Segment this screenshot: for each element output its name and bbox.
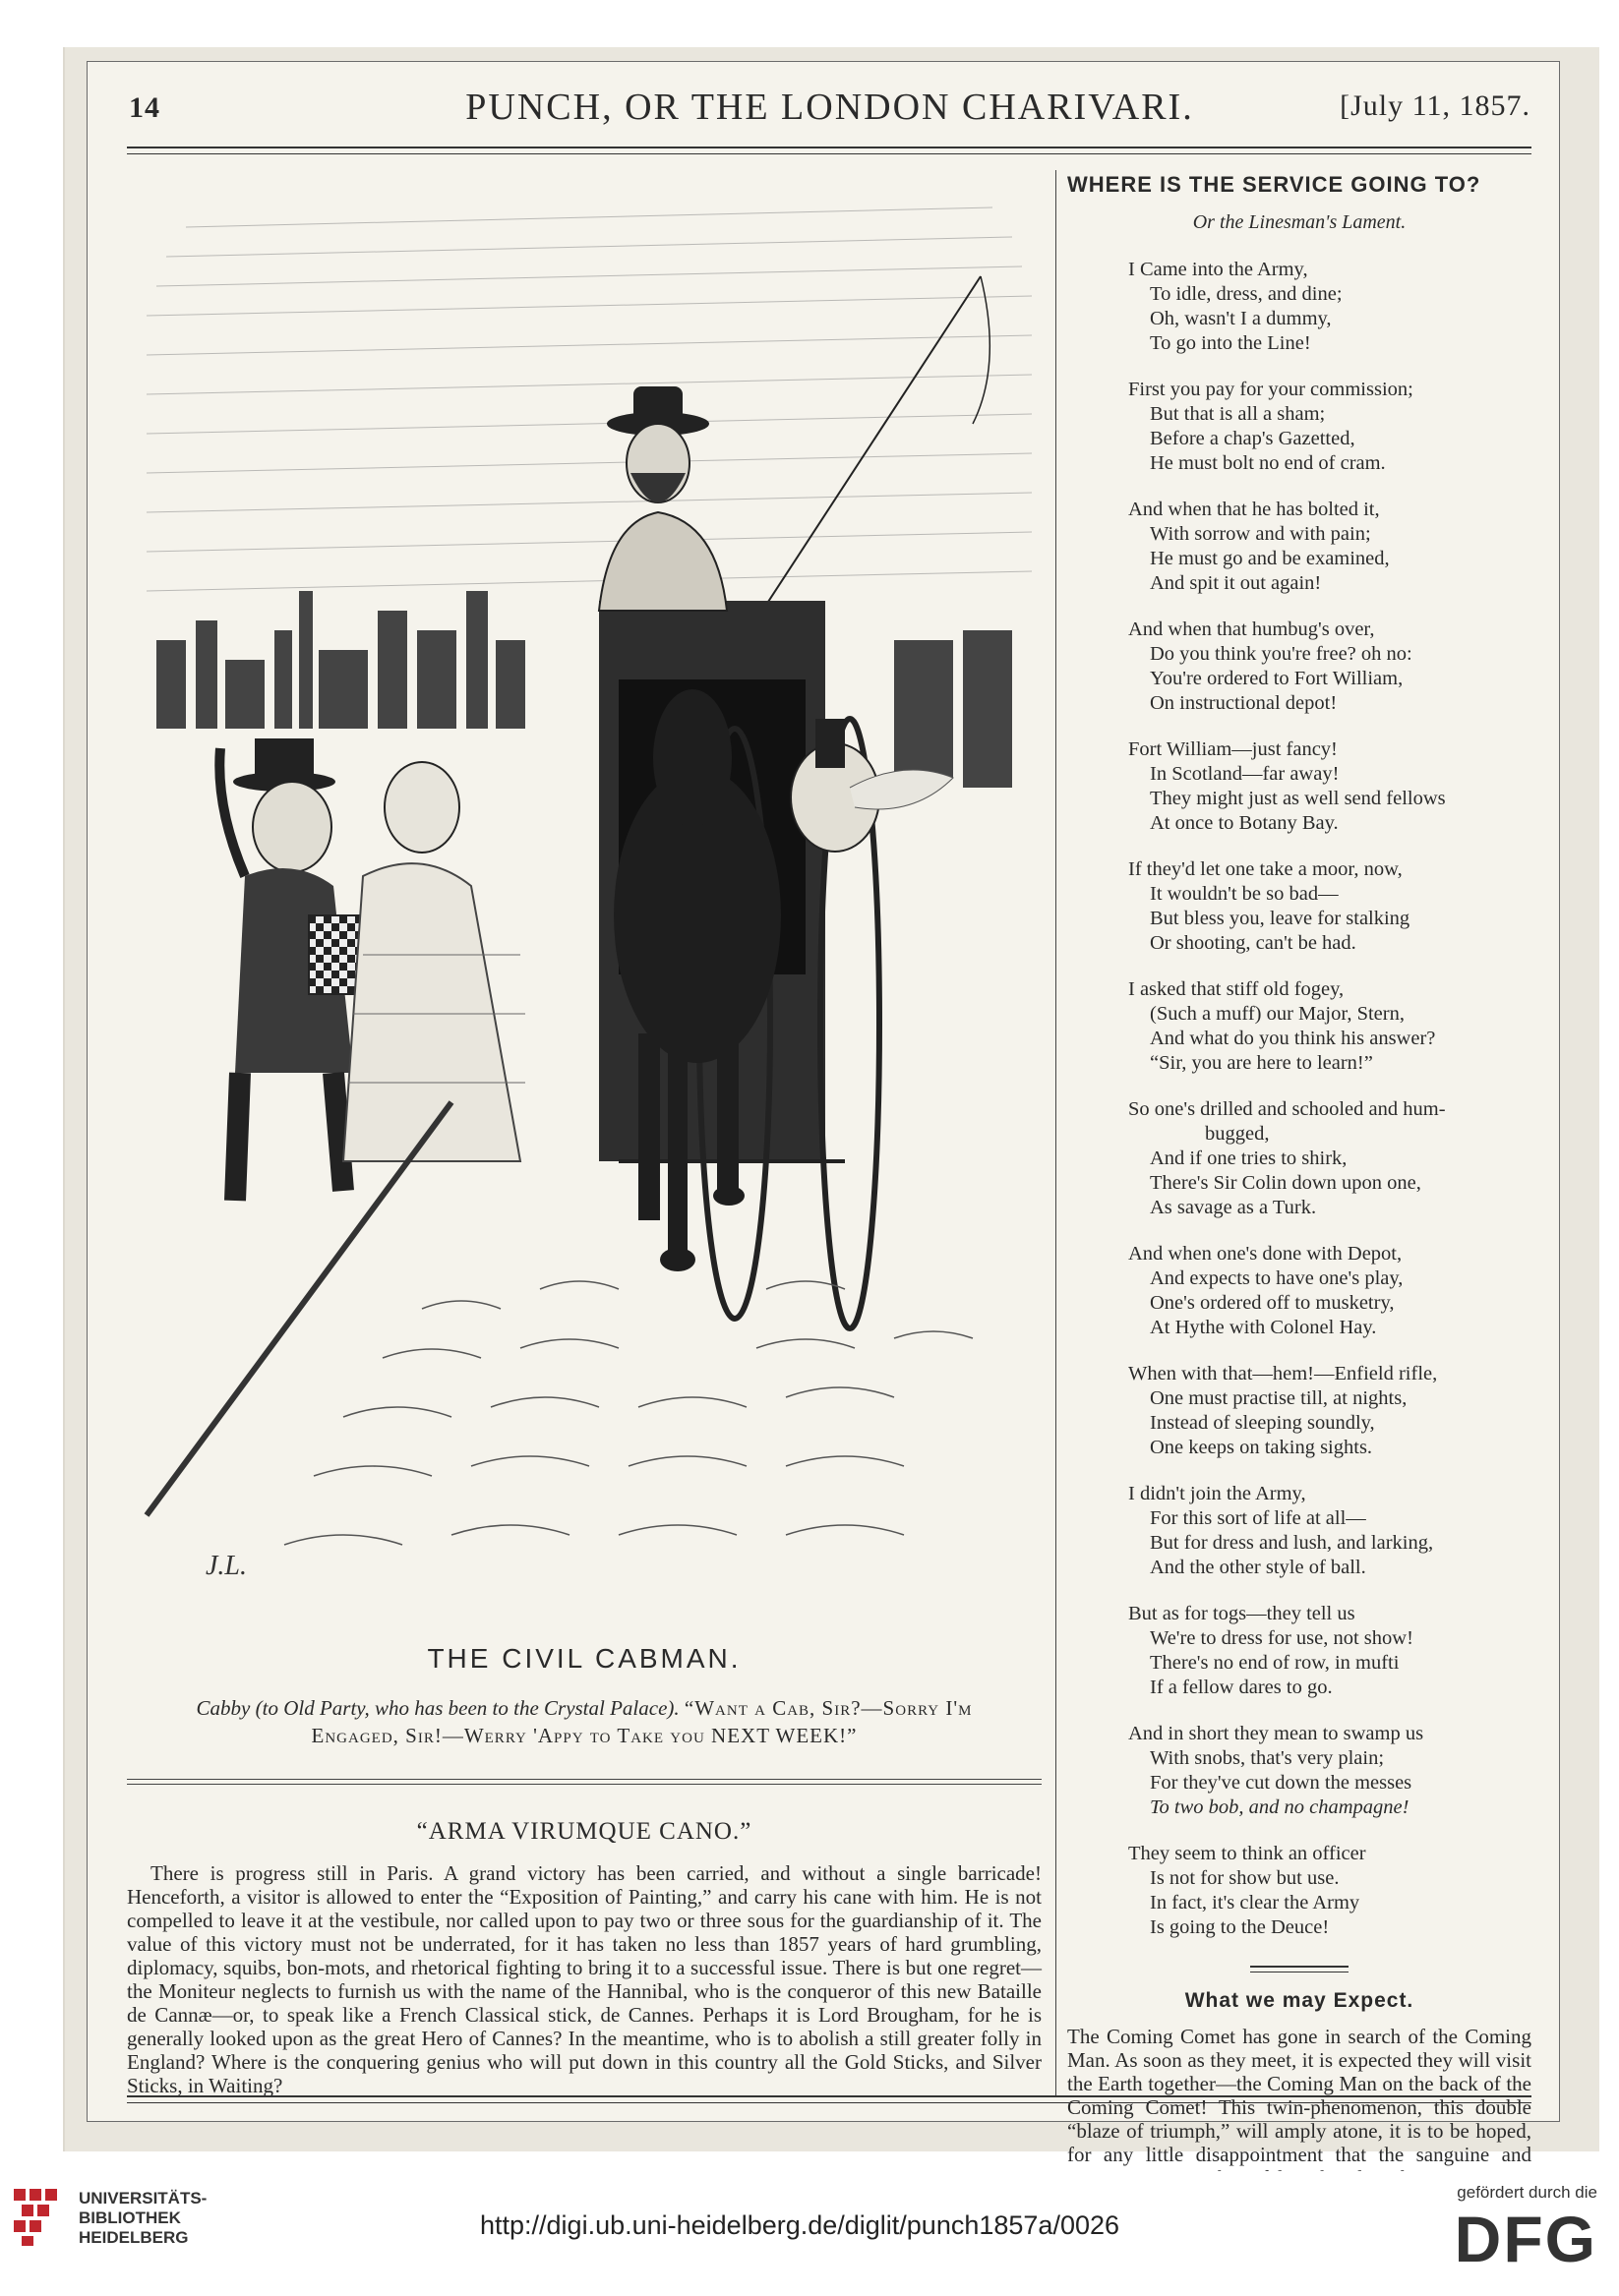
section-rule-2 (127, 1784, 1042, 1785)
header-rule (127, 147, 1531, 148)
expect-title: What we may Expect. (1184, 1989, 1414, 2012)
cartoon-title: THE CIVIL CABMAN. (427, 1643, 742, 1674)
library-line-3: HEIDELBERG (79, 2228, 189, 2247)
caption-speech: “Want a Cab, Sir?—Sorry I'm Engaged, Sir!—Werry 'Appy to Take you NEXT WEEK!” (311, 1696, 973, 1747)
section-rule (127, 1779, 1042, 1780)
poem-stanza (1128, 737, 1531, 836)
curb (147, 1102, 451, 1515)
expect-body: The Coming Comet has gone in search of the Coming Man. As soon as they meet, it is expected they will visit the Earth together—the Coming Man on the back of the Coming Comet! This twin-phenomenon, this double “blaze of triumph,” will amply atone, it is to be hoped, for any little disappointment that the sanguine and (1067, 2025, 1531, 2166)
poem-line: But that is all a sham; (1150, 403, 1326, 425)
poem-line: But bless you, leave for stalking (1150, 908, 1410, 929)
cartoon-illustration (127, 168, 1042, 1643)
poem-line: One keeps on taking sights. (1150, 1437, 1373, 1458)
poem-line: To idle, dress, and dine; (1150, 283, 1343, 305)
poem-line: In Scotland—far away! (1150, 763, 1340, 785)
short-rule (1250, 1966, 1349, 1968)
library-line-2: BIBLIOTHEK (79, 2208, 181, 2227)
poem-subtitle: Or the Linesman's Lament. (1192, 211, 1407, 233)
footer-rule (127, 2095, 1531, 2097)
poem-line: And if one tries to shirk, (1150, 1148, 1348, 1169)
poem-line: And when one's done with Depot, (1128, 1243, 1403, 1265)
poem-line: For this sort of life at all— (1150, 1507, 1366, 1529)
library-line-1: UNIVERSITÄTS- (79, 2189, 208, 2208)
article-body (127, 1861, 1042, 2097)
poem-line: For they've cut down the messes (1150, 1772, 1412, 1794)
right-column (1067, 168, 1531, 2190)
poem-line: And in short they mean to swamp us (1128, 1723, 1424, 1744)
poem-stanza (1128, 1842, 1531, 1940)
permalink-url[interactable]: http://digi.ub.uni-heidelberg.de/diglit/punch1857a/0026 (480, 2210, 1120, 2240)
poem-stanza (1128, 1722, 1531, 1820)
poem-line: So one's drilled and schooled and hum- (1128, 1098, 1446, 1120)
poem-line: To two bob, and no champagne! (1150, 1796, 1409, 1818)
dfg-logo: DFG (1454, 2203, 1597, 2275)
poem-stanza (1128, 977, 1531, 1076)
cobblestones (284, 1281, 973, 1545)
poem-line: And when that humbug's over, (1128, 618, 1375, 640)
poem-line: At once to Botany Bay. (1150, 812, 1339, 834)
poem-line: But for dress and lush, and larking, (1150, 1532, 1434, 1554)
poem-stanza (1128, 857, 1531, 956)
poem-title: WHERE IS THE SERVICE GOING TO? (1067, 172, 1481, 197)
poem-stanza (1128, 258, 1531, 356)
poem-line: He must go and be examined, (1150, 548, 1390, 569)
poem-line: If a fellow dares to go. (1150, 1677, 1333, 1698)
poem-stanza (1128, 378, 1531, 476)
poem-line: There's no end of row, in mufti (1150, 1652, 1400, 1674)
poem-stanza (1128, 1482, 1531, 1580)
poem-stanza (1128, 1242, 1531, 1340)
poem-line: When with that—hem!—Enfield rifle, (1128, 1363, 1438, 1384)
poem-line: Oh, wasn't I a dummy, (1150, 308, 1332, 329)
poem-line: “Sir, you are here to learn!” (1150, 1052, 1373, 1074)
poem-line: They seem to think an officer (1128, 1843, 1366, 1864)
poem-line: Instead of sleeping soundly, (1150, 1412, 1375, 1434)
whip (737, 276, 981, 650)
poem-stanza (1128, 618, 1531, 716)
old-party-and-lady (219, 738, 525, 1201)
publication-title: PUNCH, OR THE LONDON CHARIVARI. (465, 87, 1194, 128)
issue-date: [July 11, 1857. (1340, 89, 1530, 122)
poem-line: Is not for show but use. (1150, 1867, 1340, 1889)
library-emblem-icon (10, 2185, 73, 2248)
poem-line: And when that he has bolted it, (1128, 499, 1380, 520)
poem-stanza (1128, 1602, 1531, 1700)
page-number: 14 (129, 91, 160, 124)
poem-line: One's ordered off to musketry, (1150, 1292, 1395, 1314)
poem-line: In fact, it's clear the Army (1150, 1892, 1360, 1913)
caption-speaker: Cabby (to Old Party, who has been to the Crystal Palace). (196, 1696, 685, 1720)
poem-line: Or shooting, can't be had. (1150, 932, 1356, 954)
poem-stanza (1128, 1362, 1531, 1460)
poem-line: As savage as a Turk. (1150, 1197, 1317, 1218)
poem-line: I Came into the Army, (1128, 259, 1308, 280)
poem-line: First you pay for your commission; (1128, 379, 1413, 400)
article-paragraph: There is progress still in Paris. A grand victory has been carried, and without a single barricade! Henceforth, a visitor is allowed to enter the “Exposition of Painting,” and carry his cane with him. He is not compelled to leave it at the vestibule, nor called upon to pay two or three sous for the guardianship of it. The value of this victory must not be underrated, for it has taken no less than 1857 years of hard grumbling, diplomacy, squibs, bon-mots, and rhetorical fighting to bring it to a successful issue. There is but one regret—the Moniteur neglects to furnish us with the name of the Hannibal, who is the conqueror of this new Bataille de Cannæ—or, to speak like a French Classical stick, de Cannes. Perhaps it is Lord Brougham, for he is generally looked upon as the great Hero of Cannes? In the meantime, who is to abolish a still greater folly in England? Where is the conquering genius who will put down in this country all the Gold Sticks, and Silver Sticks, in Waiting? (127, 1861, 1042, 2097)
poem-line: Is going to the Deuce! (1150, 1916, 1330, 1938)
poem-line: Before a chap's Gazetted, (1150, 428, 1355, 449)
cabman-figure (599, 386, 727, 611)
poem-line: And expects to have one's play, (1150, 1267, 1404, 1289)
poem-line: Do you think you're free? oh no: (1150, 643, 1412, 665)
poem-line: And what do you think his answer? (1150, 1028, 1436, 1049)
poem-line: We're to dress for use, not show! (1150, 1627, 1413, 1649)
poem-line: One must practise till, at nights, (1150, 1387, 1408, 1409)
poem-line: You're ordered to Fort William, (1150, 668, 1404, 689)
poem-line: With sorrow and with pain; (1150, 523, 1371, 545)
funded-by-text: gefördert durch die (1457, 2183, 1597, 2202)
poem-stanza (1128, 498, 1531, 596)
poem-line: On instructional depot! (1150, 692, 1338, 714)
poem-line: Fort William—just fancy! (1128, 738, 1338, 760)
poem-line: And spit it out again! (1150, 572, 1322, 594)
poem-stanzas (1067, 258, 1531, 1940)
poem-line: They might just as well send fellows (1150, 788, 1446, 809)
running-header (129, 86, 1530, 137)
poem-line: But as for togs—they tell us (1128, 1603, 1355, 1624)
poem-line: With snobs, that's very plain; (1150, 1747, 1385, 1769)
poem-line: (Such a muff) our Major, Stern, (1150, 1003, 1405, 1025)
poem-line: If they'd let one take a moor, now, (1128, 858, 1403, 880)
poem-line: I didn't join the Army, (1128, 1483, 1306, 1504)
poem-line: At Hythe with Colonel Hay. (1150, 1317, 1377, 1338)
artist-signature: J.L. (206, 1551, 247, 1581)
column-divider (1055, 170, 1056, 2097)
article-title: “ARMA VIRUMQUE CANO.” (416, 1818, 752, 1845)
viewer-footer (0, 2171, 1619, 2296)
poem-line: He must bolt no end of cram. (1150, 452, 1386, 474)
funder-block (1420, 2183, 1597, 2275)
poem-line: There's Sir Colin down upon one, (1150, 1172, 1421, 1194)
cartoon-caption (186, 1694, 983, 1749)
poem-line: I asked that stiff old fogey, (1128, 978, 1345, 1000)
left-column (127, 168, 1042, 2095)
page-frame (87, 61, 1560, 2166)
sky-hatching (147, 207, 1032, 591)
poem-line: And the other style of ball. (1150, 1557, 1366, 1578)
poem-line: bugged, (1205, 1123, 1270, 1145)
poem-line: It wouldn't be so bad— (1150, 883, 1339, 905)
poem-line: To go into the Line! (1150, 332, 1311, 354)
poem-stanza (1128, 1097, 1531, 1220)
